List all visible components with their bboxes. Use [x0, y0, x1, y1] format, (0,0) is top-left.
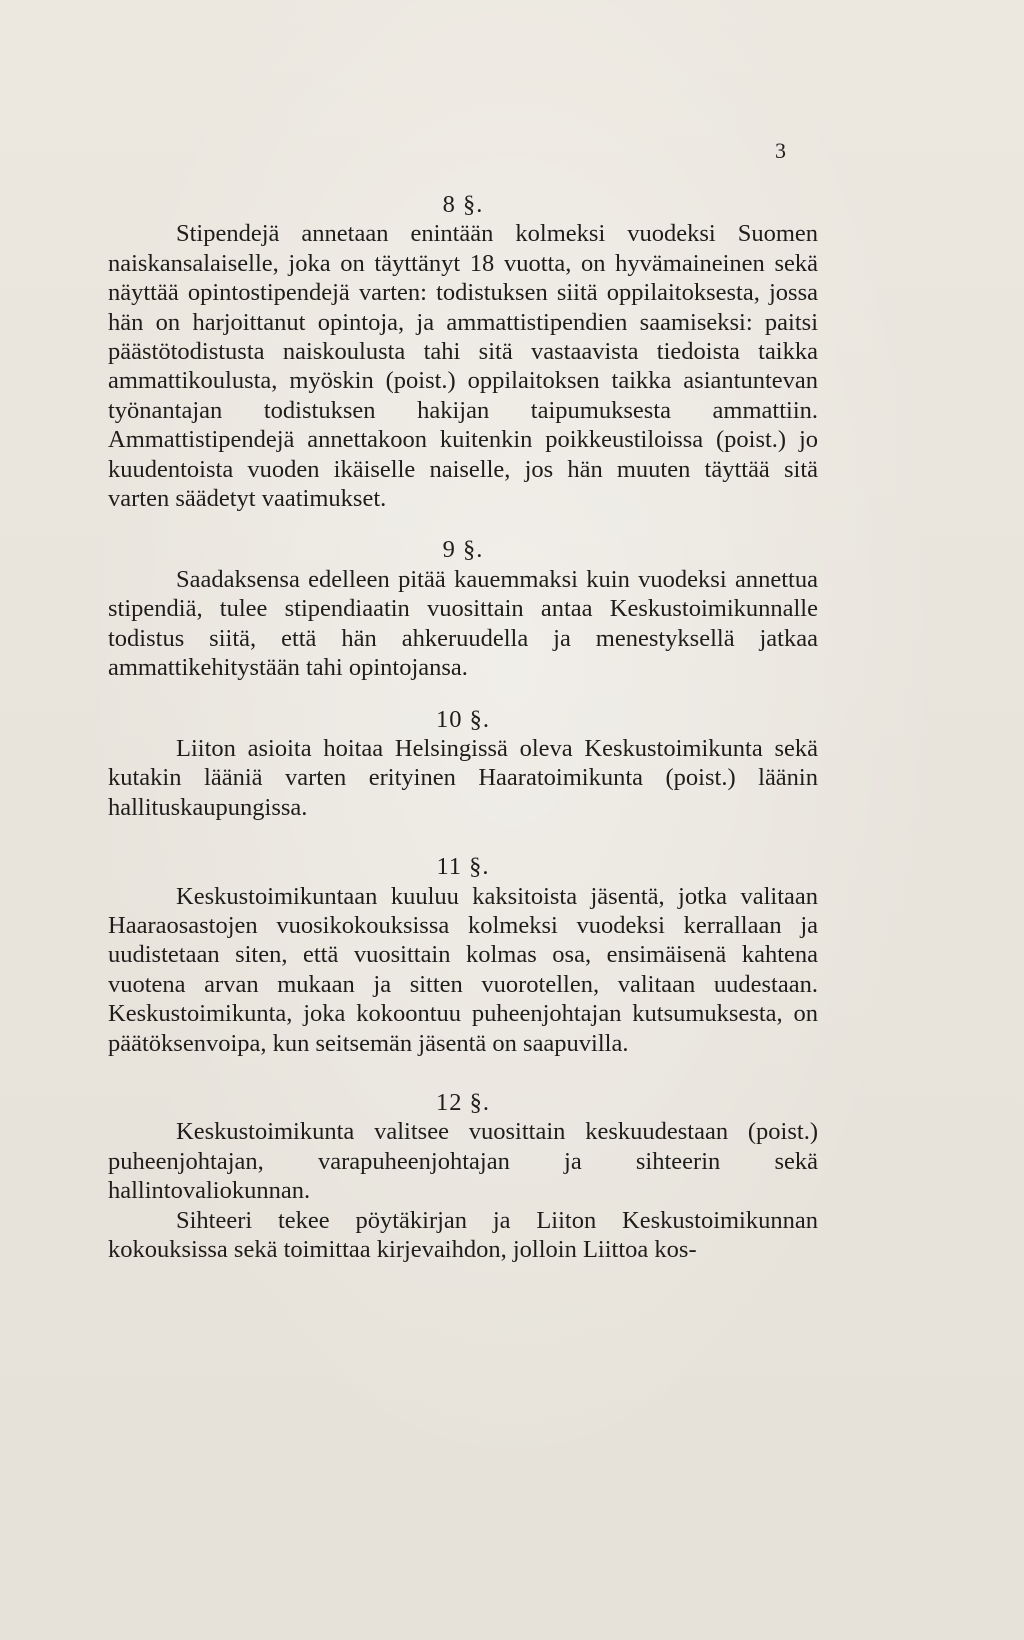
paragraph: Stipendejä annetaan enintään kolmeksi vuodeksi Suomen naiskansalaiselle, joka on täyttänyt 18 vuotta, on hyvämaineinen sekä näyttää opintostipendejä varten: todistuksen siitä oppilaitoksesta, jossa hän on harjoittanut opintoja, ja ammattistipendien saamiseksi: paitsi päästötodistusta naiskoulusta tahi sitä vastaavista tiedoista taikka ammattikoulusta, myöskin (poist.) oppilaitoksen taikka asiantuntevan työnantajan todistuksen hakijan taipumuksesta ammattiin. Ammattistipendejä annettakoon kuitenkin poikkeustiloissa (poist.) jo kuudentoista vuoden ikäiselle naiselle, jos hän muuten täyttää sitä varten säädetyt vaatimukset. [108, 220, 818, 513]
document-body [108, 190, 818, 1264]
section-11 [108, 852, 818, 1058]
section-heading: 9 §. [442, 536, 484, 564]
section-10 [108, 705, 818, 823]
section-heading: 10 §. [436, 705, 490, 733]
paragraph: Sihteeri tekee pöytäkirjan ja Liiton Keskustoimikunnan kokouksissa sekä toimittaa kirjevaihdon, jolloin Liittoa kos- [108, 1206, 818, 1263]
section-12 [108, 1088, 818, 1264]
section-heading: 11 §. [436, 853, 490, 881]
paragraph: Liiton asioita hoitaa Helsingissä oleva Keskustoimikunta sekä kutakin lääniä varten erityinen Haaratoimikunta (poist.) läänin hallituskaupungissa. [108, 734, 818, 821]
page-number: 3 [775, 138, 786, 163]
paragraph: Keskustoimikunta valitsee vuosittain keskuudestaan (poist.) puheenjohtajan, varapuheenjohtajan ja sihteerin sekä hallintovaliokunnan. [108, 1118, 818, 1205]
section-9 [108, 535, 818, 682]
section-heading: 12 §. [436, 1088, 490, 1116]
paragraph: Keskustoimikuntaan kuuluu kaksitoista jäsentä, jotka valitaan Haaraosastojen vuosikokouksissa kolmeksi vuodeksi kerrallaan ja uudistetaan siten, että vuosittain kolmas osa, ensimäisenä kahtena vuotena arvan mukaan ja sitten vuorotellen, valitaan uudestaan. Keskustoimikunta, joka kokoontuu puheenjohtajan kutsumuksesta, on päätöksenvoipa, kun seitsemän jäsentä on saapuvilla. [108, 882, 818, 1057]
section-8 [108, 190, 818, 513]
section-heading: 8 §. [442, 191, 484, 218]
paragraph: Saadaksensa edelleen pitää kauemmaksi kuin vuodeksi annettua stipendiä, tulee stipendiaatin vuosittain antaa Keskustoimikunnalle todistus siitä, että hän ahkeruudella ja menestyksellä jatkaa ammattikehitystään tahi opintojansa. [108, 565, 818, 682]
